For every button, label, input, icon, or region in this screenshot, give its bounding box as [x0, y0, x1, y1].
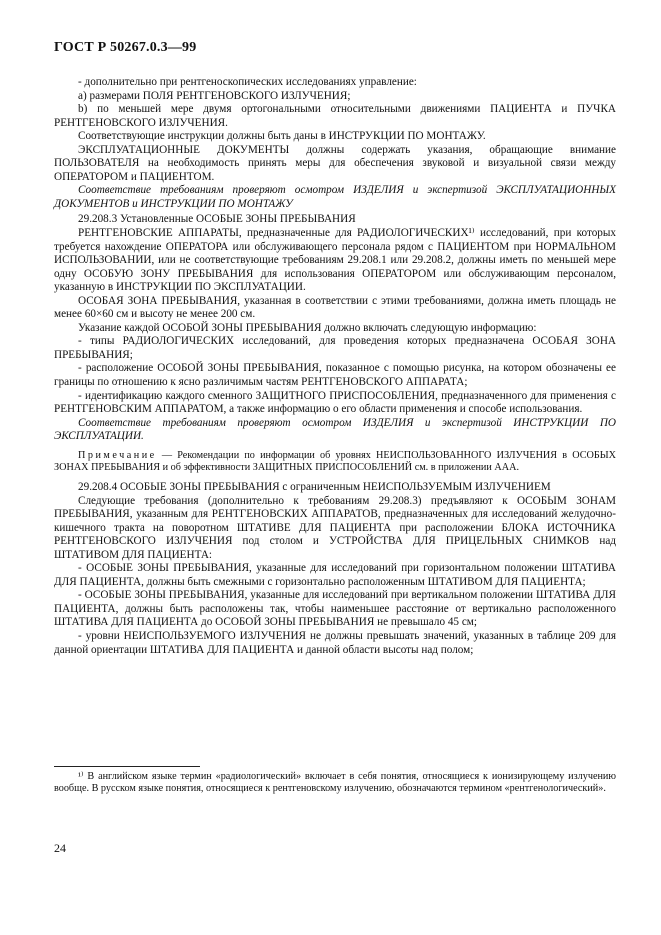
- compliance-statement: Соответствие требованиям проверяют осмотром ИЗДЕЛИЯ и экспертизой ИНСТРУКЦИИ ПО ЭКСПЛУАТАЦИИ.: [54, 416, 616, 443]
- section-heading: 29.208.3 Установленные ОСОБЫЕ ЗОНЫ ПРЕБЫВАНИЯ: [78, 213, 356, 226]
- footnote: [54, 771, 616, 796]
- compliance-statement: Соответствие требованиям проверяют осмотром ИЗДЕЛИЯ и экспертизой ЭКСПЛУАТАЦИОННЫХ ДОКУМЕНТОВ и ИНСТРУКЦИИ ПО МОНТАЖУ: [54, 184, 616, 210]
- footnote-text: ¹⁾ В английском языке термин «радиологический» включает в себя понятия, относящиеся к ионизирующему излучению вообще. В русском языке понятия, относящиеся к рентгеновскому излучению, обозначаются термином «рентгенологический».: [54, 771, 616, 795]
- body-text: [54, 76, 616, 657]
- list-item: - расположение ОСОБОЙ ЗОНЫ ПРЕБЫВАНИЯ, показанное с помощью рисунка, на котором обозначены ее границы по отношению к ясно различимым частям РЕНТГЕНОВСКОГО АППАРАТА;: [54, 362, 616, 389]
- paragraph: Соответствующие инструкции должны быть даны в ИНСТРУКЦИИ ПО МОНТАЖУ.: [78, 130, 486, 143]
- list-item: - ОСОБЫЕ ЗОНЫ ПРЕБЫВАНИЯ, указанные для исследований при горизонтальном положении ШТАТИВА ДЛЯ ПАЦИЕНТА, должны быть смежными с горизонтально расположенным ШТАТИВОМ ДЛЯ ПАЦИЕНТА;: [54, 562, 616, 588]
- list-item: - идентификацию каждого сменного ЗАЩИТНОГО ПРИСПОСОБЛЕНИЯ, предназначенного для применения с РЕНТГЕНОВСКИМ АППАРАТОМ, а также информацию о его области применения и способе использования.: [54, 389, 616, 416]
- paragraph: ЭКСПЛУАТАЦИОННЫЕ ДОКУМЕНТЫ должны содержать указания, обращающие внимание ПОЛЬЗОВАТЕЛЯ на необходимость принять меры для обеспечения звуковой и визуальной связи между ОПЕРАТОРОМ и ПАЦИЕНТОМ.: [54, 143, 616, 183]
- note-text: — Рекомендации по информации об уровнях НЕИСПОЛЬЗОВАННОГО ИЗЛУЧЕНИЯ в ОСОБЫХ ЗОНАХ ПРЕБЫВАНИЯ и об эффективности ЗАЩИТНЫХ ПРИСПОСОБЛЕНИЙ см. в приложении ААА.: [54, 449, 616, 474]
- page-number: 24: [54, 841, 66, 855]
- paragraph: Следующие требования (дополнительно к требованиям 29.208.3) предъявляют к ОСОБЫМ ЗОНАМ ПРЕБЫВАНИЯ, указанным для РЕНТГЕНОВСКИХ АППАРАТОВ, предназначенных для исследований желудочно-кишечного тракта на поворотном ШТАТИВЕ ДЛЯ ПАЦИЕНТА при расположении БЛОКА ИСТОЧНИКА РЕНТГЕНОВСКОГО ИЗЛУЧЕНИЯ под столом и УСТРОЙСТВА ДЛЯ ПРИЦЕЛЬНЫХ СНИМКОВ над ШТАТИВОМ ДЛЯ ПАЦИЕНТА:: [54, 494, 616, 561]
- list-item: - уровни НЕИСПОЛЬЗУЕМОГО ИЗЛУЧЕНИЯ не должны превышать значений, указанных в таблице 209 для данной ориентации ШТАТИВА ДЛЯ ПАЦИЕНТА и данной области высоты над полом;: [54, 629, 616, 656]
- paragraph: РЕНТГЕНОВСКИЕ АППАРАТЫ, предназначенные для РАДИОЛОГИЧЕСКИХ¹⁾ исследований, при которых требуется нахождение ОПЕРАТОРА или обслуживающего персонала рядом с ПАЦИЕНТОМ при НОРМАЛЬНОМ ИСПОЛЬЗОВАНИИ, или не соответствующие требованиям 29.208.1 или 29.208.2, должны иметь по меньшей мере одну ОСОБУЮ ЗОНУ ПРЕБЫВАНИЯ для использования ОПЕРАТОРОМ или обслуживающим персоналом, указанную в ИНСТРУКЦИИ ПО ЭКСПЛУАТАЦИИ.: [54, 227, 616, 294]
- footnote-divider: [54, 766, 200, 767]
- note: [54, 450, 616, 475]
- paragraph: Указание каждой ОСОБОЙ ЗОНЫ ПРЕБЫВАНИЯ должно включать следующую информацию:: [78, 321, 537, 334]
- list-item: - ОСОБЫЕ ЗОНЫ ПРЕБЫВАНИЯ, указанные для исследований при вертикальном положении ШТАТИВА ДЛЯ ПАЦИЕНТА, должны быть расположены так, чтобы наименьшее расстояние от вертикально расположенного ШТАТИВА ДЛЯ ПАЦИЕНТА до ОСОБОЙ ЗОНЫ ПРЕБЫВАНИЯ не превышало 45 см;: [54, 589, 616, 629]
- section-heading: 29.208.4 ОСОБЫЕ ЗОНЫ ПРЕБЫВАНИЯ с ограниченным НЕИСПОЛЬЗУЕМЫМ ИЗЛУЧЕНИЕМ: [78, 480, 551, 493]
- paragraph: а) размерами ПОЛЯ РЕНТГЕНОВСКОГО ИЗЛУЧЕНИЯ;: [78, 89, 351, 102]
- paragraph: ОСОБАЯ ЗОНА ПРЕБЫВАНИЯ, указанная в соответствии с этими требованиями, должна иметь площадь не менее 60×60 см и высоту не менее 200 см.: [54, 294, 616, 321]
- paragraph: - дополнительно при рентгеноскопических исследованиях управление:: [78, 76, 417, 88]
- note-label: Примечание: [78, 449, 157, 461]
- list-item: - типы РАДИОЛОГИЧЕСКИХ исследований, для проведения которых предназначена ОСОБАЯ ЗОНА ПРЕБЫВАНИЯ;: [54, 335, 616, 361]
- paragraph: b) по меньшей мере двумя ортогональными относительными движениями ПАЦИЕНТА и ПУЧКА РЕНТГЕНОВСКОГО ИЗЛУЧЕНИЯ.: [54, 103, 616, 129]
- standard-header: ГОСТ Р 50267.0.3—99: [54, 40, 197, 55]
